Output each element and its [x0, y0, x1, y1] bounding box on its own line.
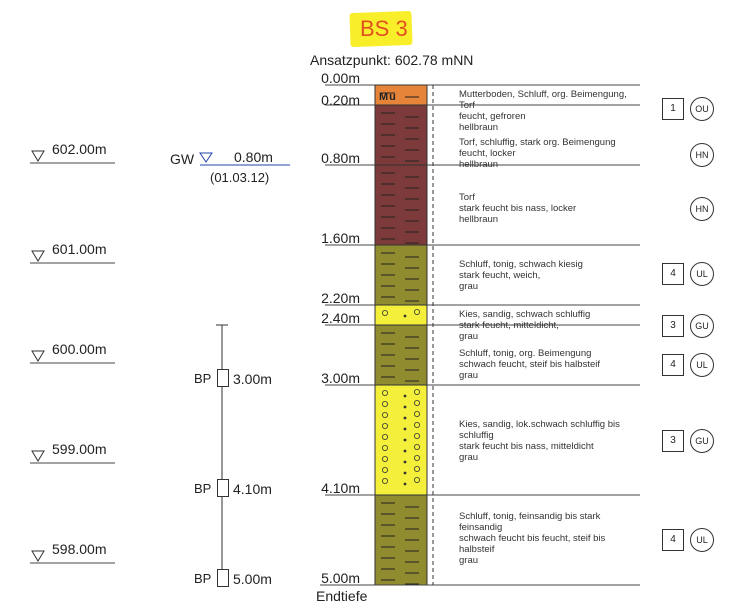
- depth-label-1: 0.20m: [321, 92, 360, 108]
- layer-description-6: Schluff, tonig, org. Beimengung schwach feucht, steif bis halbsteif grau: [459, 348, 600, 381]
- end-depth-label: Endtiefe: [316, 588, 368, 604]
- soil-group-number-7: 3: [662, 430, 684, 452]
- elevation-triangle-icon: [32, 251, 44, 261]
- sample-label-3: BP: [194, 571, 212, 586]
- groundwater-icon: [200, 153, 212, 162]
- sample-marker-2: [217, 479, 229, 497]
- topsoil-code: Mu: [379, 91, 397, 103]
- elevation-label-599: 599.00m: [52, 441, 107, 457]
- layer-description-2: Torf, schluffig, stark org. Beimengung feucht, locker hellbraun: [459, 137, 616, 170]
- gravel-symbol: [404, 417, 407, 420]
- depth-label-8: 5.00m: [321, 570, 360, 586]
- gravel-symbol: [404, 406, 407, 409]
- soil-group-number-8: 4: [662, 529, 684, 551]
- elevation-triangle-icon: [32, 351, 44, 361]
- gravel-symbol: [404, 395, 407, 398]
- sample-marker-1: [217, 369, 229, 387]
- elevation-triangle-icon: [32, 151, 44, 161]
- collar-elevation: Ansatzpunkt: 602.78 mNN: [310, 52, 474, 68]
- borehole-title: BS 3: [360, 16, 408, 41]
- gravel-symbol: [404, 483, 407, 486]
- depth-label-6: 3.00m: [321, 370, 360, 386]
- depth-label-5: 2.40m: [321, 310, 360, 326]
- groundwater-depth: 0.80m: [234, 149, 273, 165]
- depth-label-0: 0.00m: [321, 70, 360, 86]
- soil-group-number-4: 4: [662, 263, 684, 285]
- soil-group-number-5: 3: [662, 315, 684, 337]
- gravel-symbol: [404, 461, 407, 464]
- gravel-symbol: [404, 472, 407, 475]
- elevation-triangle-icon: [32, 451, 44, 461]
- soil-group-number-1: 1: [662, 98, 684, 120]
- soil-class-2: HN: [690, 143, 714, 167]
- soil-class-3: HN: [690, 197, 714, 221]
- layer-description-7: Kies, sandig, lok.schwach schluffig bis schluffig stark feucht bis nass, mitteldicht grau: [459, 419, 620, 463]
- groundwater-prefix: GW: [170, 151, 195, 167]
- soil-class-4: UL: [690, 262, 714, 286]
- gravel-symbol: [404, 450, 407, 453]
- layer-description-8: Schluff, tonig, feinsandig bis stark feinsandig schwach feucht bis feucht, steif bis halbsteif grau: [459, 511, 606, 566]
- sample-marker-3: [217, 569, 229, 587]
- sample-depth-3: 5.00m: [233, 571, 272, 587]
- layer-description-5: Kies, sandig, schwach schluffig stark feucht, mitteldicht, grau: [459, 309, 591, 342]
- depth-label-4: 2.20m: [321, 290, 360, 306]
- elevation-label-601: 601.00m: [52, 241, 107, 257]
- soil-class-1: OU: [690, 97, 714, 121]
- sample-depth-1: 3.00m: [233, 371, 272, 387]
- depth-label-2: 0.80m: [321, 150, 360, 166]
- elevation-label-598: 598.00m: [52, 541, 107, 557]
- groundwater-date: (01.03.12): [210, 170, 270, 185]
- depth-label-3: 1.60m: [321, 230, 360, 246]
- elevation-triangle-icon: [32, 551, 44, 561]
- gravel-symbol: [404, 315, 407, 318]
- soil-class-5: GU: [690, 314, 714, 338]
- gravel-symbol: [404, 439, 407, 442]
- layer-description-4: Schluff, tonig, schwach kiesig stark feucht, weich, grau: [459, 259, 583, 292]
- sample-depth-2: 4.10m: [233, 481, 272, 497]
- sample-label-2: BP: [194, 481, 212, 496]
- layer-description-3: Torf stark feucht bis nass, locker hellbraun: [459, 192, 577, 225]
- sample-label-1: BP: [194, 371, 212, 386]
- soil-group-number-6: 4: [662, 354, 684, 376]
- soil-class-7: GU: [690, 429, 714, 453]
- layer-rect-8: [375, 495, 427, 585]
- layer-rect-3: [375, 165, 427, 245]
- depth-label-7: 4.10m: [321, 480, 360, 496]
- elevation-label-600: 600.00m: [52, 341, 107, 357]
- gravel-symbol: [404, 428, 407, 431]
- elevation-label-602: 602.00m: [52, 141, 107, 157]
- layer-description-1: Mutterboden, Schluff, org. Beimengung, Torf feucht, gefroren hellbraun: [459, 89, 627, 133]
- soil-class-8: UL: [690, 528, 714, 552]
- soil-class-6: UL: [690, 353, 714, 377]
